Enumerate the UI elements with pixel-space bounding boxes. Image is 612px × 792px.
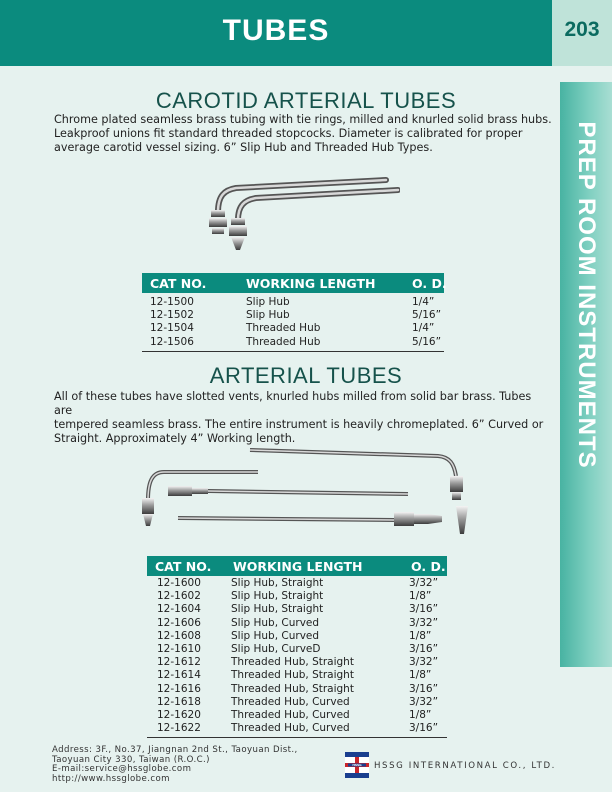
page-number: 203 xyxy=(564,18,600,41)
od-cell: 1/4” xyxy=(412,296,435,308)
cat-no-cell: 12-1604 xyxy=(157,603,201,616)
email-line: E-mail:service@hssglobe.com xyxy=(52,764,192,775)
table-row xyxy=(142,296,444,309)
od-cell: 5/16” xyxy=(412,335,442,348)
cat-no-cell: 12-1504 xyxy=(150,322,194,335)
od-cell: 3/32” xyxy=(409,695,439,708)
table-row xyxy=(147,590,447,603)
address-line: Taoyuan City 330, Taiwan (R.O.C.) xyxy=(52,754,210,765)
arterial-tubes-illustration xyxy=(138,442,482,542)
table-row xyxy=(147,683,447,696)
od-cell: 1/8” xyxy=(409,708,432,721)
column-header-od: O. D. xyxy=(411,559,446,574)
table-row xyxy=(147,709,447,722)
working-length-cell: Threaded Hub, Straight xyxy=(231,656,354,669)
arterial-description xyxy=(54,390,552,446)
cat-no-cell: 12-1622 xyxy=(157,722,201,735)
carotid-description-line: Leakproof unions fit standard threaded stopcocks. Diameter is calibrated for proper xyxy=(54,127,523,140)
arterial-table-body xyxy=(147,576,447,735)
od-cell: 1/4” xyxy=(412,322,435,335)
working-length-cell: Threaded Hub, Straight xyxy=(231,669,354,682)
cat-no-cell: 12-1612 xyxy=(157,656,201,669)
carotid-tubes-illustration xyxy=(200,168,400,254)
carotid-table-body xyxy=(142,293,444,349)
working-length-cell: Threaded Hub, Curved xyxy=(231,695,350,708)
working-length-cell: Slip Hub, CurveD xyxy=(231,642,321,655)
table-row xyxy=(142,309,444,322)
working-length-cell: Slip Hub xyxy=(246,309,290,322)
column-header-od: O. D. xyxy=(412,276,447,291)
od-cell: 5/16” xyxy=(412,309,442,322)
table-row xyxy=(147,669,447,682)
working-length-cell: Threaded Hub, Curved xyxy=(231,722,350,735)
cat-no-cell: 12-1608 xyxy=(157,629,201,642)
od-cell: 3/16” xyxy=(409,603,439,616)
arterial-description-line: Straight. Approximately 4” Working length. xyxy=(54,432,296,445)
cat-no-cell: 12-1500 xyxy=(150,296,194,308)
working-length-cell: Slip Hub, Curved xyxy=(231,616,320,629)
od-cell: 3/16” xyxy=(409,722,439,735)
table-row xyxy=(147,656,447,669)
cat-no-cell: 12-1618 xyxy=(157,695,201,708)
carotid-table-header xyxy=(142,273,447,293)
table-row xyxy=(142,336,444,349)
table-row xyxy=(147,630,447,643)
cat-no-cell: 12-1614 xyxy=(157,669,201,682)
cat-no-cell: 12-1606 xyxy=(157,616,201,629)
carotid-table xyxy=(142,273,447,349)
logo-text: HSSG xyxy=(352,763,362,767)
od-cell: 1/8” xyxy=(409,629,432,642)
table-row xyxy=(147,603,447,616)
arterial-section-title: ARTERIAL TUBES xyxy=(209,363,403,388)
table-row xyxy=(147,696,447,709)
page-title: TUBES xyxy=(222,14,330,47)
company-name: HSSG INTERNATIONAL CO., LTD. xyxy=(374,761,557,771)
table-row xyxy=(147,643,447,656)
table-bottom-rule xyxy=(142,351,444,352)
cat-no-cell: 12-1602 xyxy=(157,590,201,603)
arterial-table xyxy=(147,556,447,735)
table-bottom-rule xyxy=(147,737,447,738)
column-header-working-length: WORKING LENGTH xyxy=(246,276,376,291)
od-cell: 1/8” xyxy=(409,590,432,603)
cat-no-cell: 12-1502 xyxy=(150,309,194,322)
working-length-cell: Slip Hub, Straight xyxy=(231,590,324,603)
arterial-description-line: All of these tubes have slotted vents, knurled hubs milled from solid bar brass. Tubes are xyxy=(54,390,532,417)
column-header-cat-no: CAT NO. xyxy=(155,559,212,574)
working-length-cell: Slip Hub, Straight xyxy=(231,603,324,616)
cat-no-cell: 12-1620 xyxy=(157,708,201,721)
od-cell: 3/32” xyxy=(409,616,439,629)
column-header-working-length: WORKING LENGTH xyxy=(233,559,363,574)
cat-no-cell: 12-1610 xyxy=(157,642,201,655)
cat-no-cell: 12-1616 xyxy=(157,682,201,695)
working-length-cell: Threaded Hub xyxy=(246,335,321,348)
od-cell: 3/32” xyxy=(409,656,439,669)
table-row xyxy=(142,322,444,335)
arterial-description-line: tempered seamless brass. The entire instrument is heavily chromeplated. 6” Curved or xyxy=(54,418,544,431)
side-section-label: PREP ROOM INSTRUMENTS xyxy=(573,121,600,469)
working-length-cell: Threaded Hub xyxy=(246,322,321,335)
cat-no-cell: 12-1600 xyxy=(157,577,201,589)
working-length-cell: Threaded Hub, Curved xyxy=(231,708,350,721)
hssg-logo-icon xyxy=(345,752,369,778)
carotid-description xyxy=(54,113,552,155)
od-cell: 3/16” xyxy=(409,682,439,695)
arterial-table-header xyxy=(147,556,447,576)
carotid-description-line: average carotid vessel sizing. 6” Slip Hub and Threaded Hub Types. xyxy=(54,141,433,154)
footer-address xyxy=(52,746,298,784)
carotid-section-title: CAROTID ARTERIAL TUBES xyxy=(155,88,457,113)
working-length-cell: Slip Hub, Curved xyxy=(231,629,320,642)
table-row xyxy=(147,617,447,630)
od-cell: 3/16” xyxy=(409,642,439,655)
cat-no-cell: 12-1506 xyxy=(150,335,194,348)
website-line: http://www.hssglobe.com xyxy=(52,773,170,784)
table-row xyxy=(147,577,447,590)
table-row xyxy=(147,722,447,735)
working-length-cell: Slip Hub xyxy=(246,296,290,308)
od-cell: 1/8” xyxy=(409,669,432,682)
carotid-description-line: Chrome plated seamless brass tubing with tie rings, milled and knurled solid brass hubs. xyxy=(54,113,552,126)
working-length-cell: Slip Hub, Straight xyxy=(231,577,324,589)
address-line: Address: 3F., No.37, Jiangnan 2nd St., Taoyuan Dist., xyxy=(52,745,298,755)
column-header-cat-no: CAT NO. xyxy=(150,276,207,291)
working-length-cell: Threaded Hub, Straight xyxy=(231,682,354,695)
od-cell: 3/32” xyxy=(409,577,439,589)
